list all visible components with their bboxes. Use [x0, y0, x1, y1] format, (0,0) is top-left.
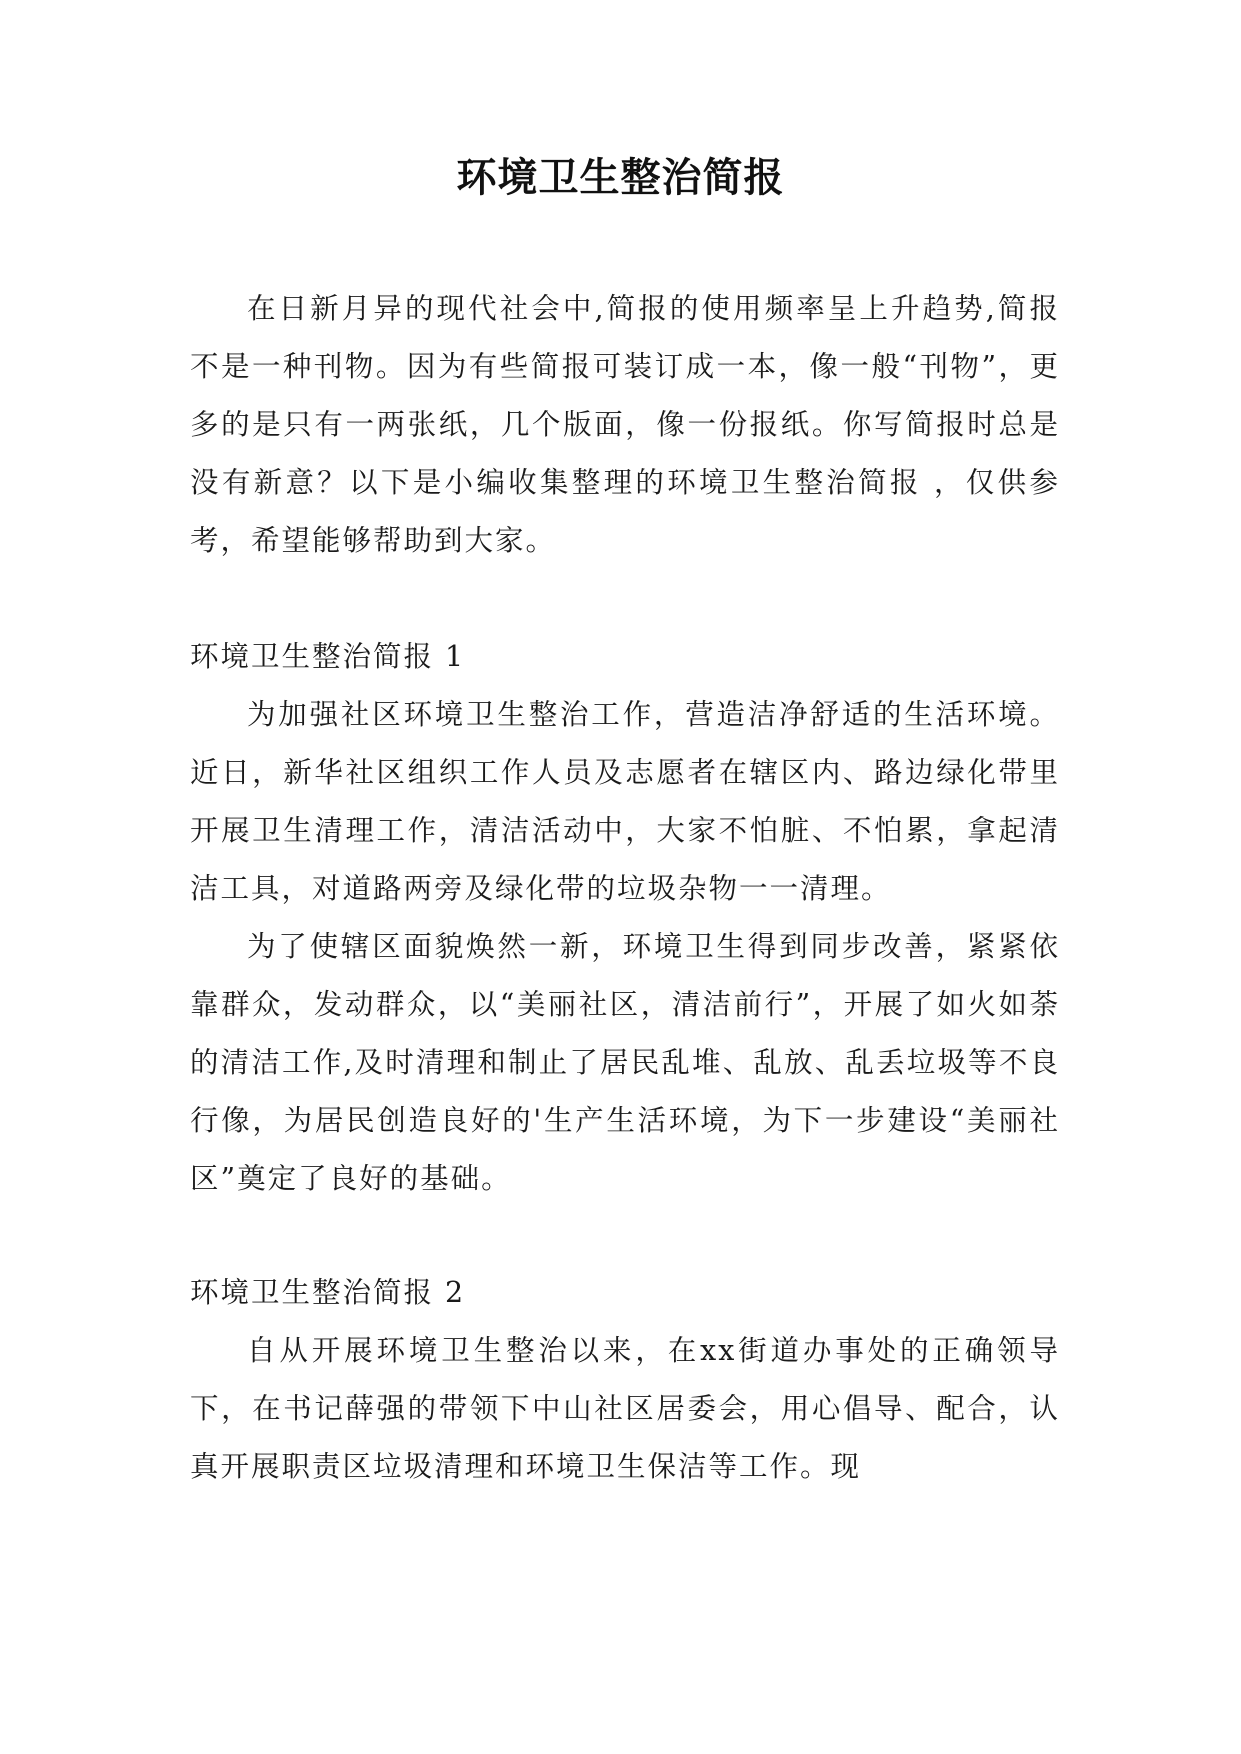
section-2-paragraph-1: 自从开展环境卫生整治以来，在xx街道办事处的正确领导下，在书记薛强的带领下中山社区居委会，用心倡导、配合，认真开展职责区垃圾清理和环境卫生保洁等工作。现: [190, 1334, 1060, 1483]
intro-paragraph: 在日新月异的现代社会中,简报的使用频率呈上升趋势,简报不是一种刊物。因为有些简报可装订成一本，像一般“刊物”，更多的是只有一两张纸，几个版面，像一份报纸。你写简报时总是没有新意？以下是小编收集整理的环境卫生整治简报 ，仅供参考，希望能够帮助到大家。: [190, 292, 1060, 557]
section-heading-1: 环境卫生整治简报 1: [190, 640, 466, 673]
document-title: 环境卫生整治简报: [456, 154, 785, 201]
section-heading-2: 环境卫生整治简报 2: [190, 1276, 466, 1309]
document-body: [190, 280, 1060, 1496]
section-1-paragraph-2: 为了使辖区面貌焕然一新，环境卫生得到同步改善，紧紧依靠群众，发动群众，以“美丽社区，清洁前行”，开展了如火如荼的清洁工作,及时清理和制止了居民乱堆、乱放、乱丢垃圾等不良行像，为居民创造良好的'生产生活环境，为下一步建设“美丽社区”奠定了良好的基础。: [190, 930, 1060, 1195]
section-1-paragraph-1: 为加强社区环境卫生整治工作，营造洁净舒适的生活环境。近日，新华社区组织工作人员及志愿者在辖区内、路边绿化带里开展卫生清理工作，清洁活动中，大家不怕脏、不怕累，拿起清洁工具，对道路两旁及绿化带的垃圾杂物一一清理。: [190, 698, 1060, 905]
